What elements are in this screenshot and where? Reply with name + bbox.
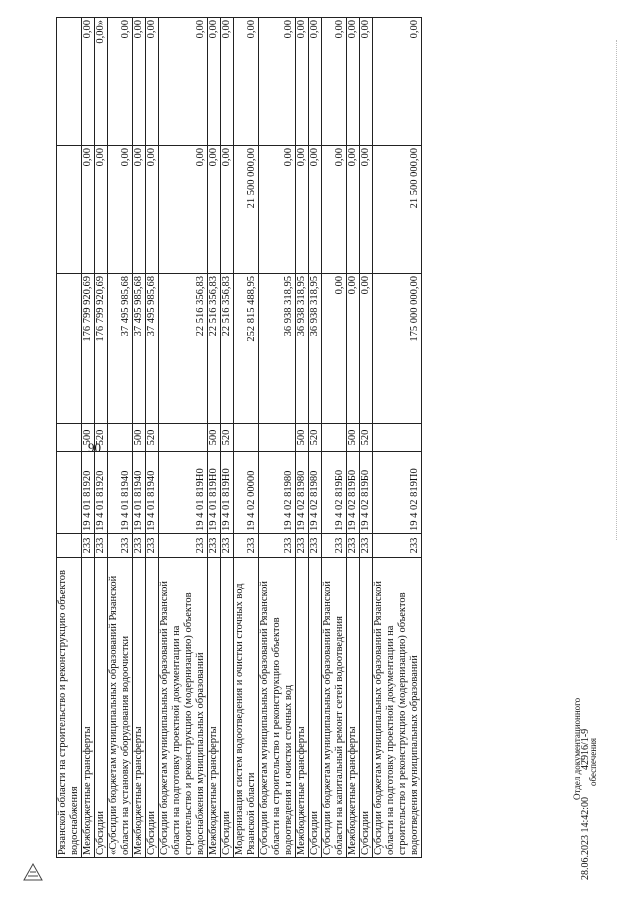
cell-code [57,452,82,534]
cell-code: 19 4 02 81980 [309,452,322,534]
cell-name: Субсидии [95,558,108,858]
cell-sum-3: 0,00 [82,18,95,146]
cell-sum-3: 0,00 [133,18,146,146]
table-row [221,18,234,858]
cell-sum-2: 0,00 [360,146,373,274]
table-row [309,18,322,858]
cell-admin: 233 [82,534,95,558]
table-body [57,18,422,858]
budget-table-rotated [56,18,560,858]
cell-sum-3 [57,18,82,146]
cell-vr [373,424,422,452]
cell-sum-1: 37 495 985,68 [133,274,146,424]
cell-admin: 233 [309,534,322,558]
cell-sum-3: 0,00 [146,18,159,146]
cell-admin: 233 [95,534,108,558]
table-row [159,18,208,858]
cell-sum-1: 22 516 356,83 [208,274,221,424]
cell-sum-1: 22 516 356,83 [221,274,234,424]
cell-sum-2: 0,00 [159,146,208,274]
cell-sum-2: 0,00 [309,146,322,274]
margin-marks [616,40,623,540]
cell-admin: 233 [159,534,208,558]
cell-name: Межбюджетные трансферты [347,558,360,858]
cell-sum-1: 176 799 920,69 [95,274,108,424]
cell-vr: 520 [360,424,373,452]
cell-vr [57,424,82,452]
cell-sum-2: 0,00 [208,146,221,274]
cell-sum-3: 0,00 [234,18,259,146]
cell-name: Субсидии бюджетам муниципальных образований Рязанской области на капитальный ремонт сетей водоотведения [322,558,347,858]
cell-code: 19 4 02 00000 [234,452,259,534]
cell-code: 19 4 02 819Б0 [347,452,360,534]
cell-name: Рязанской области на строительство и реконструкцию объектов водоснабжения [57,558,82,858]
cell-sum-3: 0,00 [221,18,234,146]
cell-name: Субсидии бюджетам муниципальных образований Рязанской области на подготовку проектной документации на строительство и реконструкцию (модернизацию) объектов водоснабжения муниципальных образований [159,558,208,858]
cell-admin: 233 [296,534,309,558]
cell-code: 19 4 02 819П0 [373,452,422,534]
cell-sum-2 [57,146,82,274]
cell-name: Межбюджетные трансферты [133,558,146,858]
table-row [373,18,422,858]
table-row [322,18,347,858]
cell-name: Межбюджетные трансферты [208,558,221,858]
cell-name: Субсидии бюджетам муниципальных образований Рязанской области на подготовку проектной документации на строительство и реконструкцию (модернизацию) объектов водоотведения муниципальных образований [373,558,422,858]
cell-code: 19 4 01 819Н0 [221,452,234,534]
cell-code: 19 4 01 81920 [82,452,95,534]
cell-sum-3: 0,00 [347,18,360,146]
footer-datetime-text: 28.06.2023 14:42:00 [580,796,591,880]
table-row [95,18,108,858]
cell-sum-2: 21 500 000,00 [373,146,422,274]
cell-admin: 233 [146,534,159,558]
cell-vr [234,424,259,452]
table-row [234,18,259,858]
cell-sum-3: 0,00 [360,18,373,146]
cell-name: Субсидии [309,558,322,858]
cell-name: Межбюджетные трансферты [82,558,95,858]
table-row [360,18,373,858]
cell-vr: 520 [309,424,322,452]
table-row [108,18,133,858]
table-row [82,18,95,858]
cell-name: Субсидии бюджетам муниципальных образований Рязанской области на строительство и реконструкцию объектов водоотведения и очистки сточных вод [259,558,296,858]
cell-sum-3: 0,00 [259,18,296,146]
cell-code: 19 4 02 819Б0 [360,452,373,534]
cell-sum-2: 0,00 [347,146,360,274]
cell-sum-1: 252 815 488,95 [234,274,259,424]
cell-admin: 233 [133,534,146,558]
table-row [296,18,309,858]
cell-vr: 520 [221,424,234,452]
cell-sum-2: 0,00 [221,146,234,274]
cell-vr [159,424,208,452]
cell-sum-1: 176 799 920,69 [82,274,95,424]
footer-text [580,480,591,880]
cell-code: 19 4 01 81940 [133,452,146,534]
cell-vr: 500 [82,424,95,452]
cell-vr: 500 [133,424,146,452]
cell-vr: 500 [296,424,309,452]
cell-sum-3: 0,00» [95,18,108,146]
cell-admin: 233 [360,534,373,558]
cell-sum-2: 0,00 [82,146,95,274]
cell-admin: 233 [208,534,221,558]
cell-sum-3: 0,00 [208,18,221,146]
cell-admin: 233 [108,534,133,558]
cell-name: Субсидии [221,558,234,858]
cell-sum-3: 0,00 [296,18,309,146]
cell-code: 19 4 02 81980 [259,452,296,534]
cell-code: 19 4 01 81920 [95,452,108,534]
cell-sum-2: 0,00 [259,146,296,274]
cell-sum-1: 0,00 [322,274,347,424]
cell-sum-2: 0,00 [133,146,146,274]
cell-sum-2: 21 500 000,00 [234,146,259,274]
cell-sum-2: 0,00 [108,146,133,274]
cell-sum-3: 0,00 [373,18,422,146]
cell-sum-2: 0,00 [322,146,347,274]
cell-admin: 233 [221,534,234,558]
cell-sum-2: 0,00 [95,146,108,274]
cell-admin: 233 [347,534,360,558]
cell-name: Межбюджетные трансферты [296,558,309,858]
cell-sum-1: 0,00 [347,274,360,424]
cell-code: 19 4 01 81940 [108,452,133,534]
cell-code: 19 4 02 81980 [296,452,309,534]
table-row [259,18,296,858]
table-row [57,18,82,858]
cell-sum-3: 0,00 [309,18,322,146]
table-row [208,18,221,858]
cell-code: 19 4 01 81940 [146,452,159,534]
cell-name: «Субсидии бюджетам муниципальных образований Рязанской области на установку оборудования водоочистки [108,558,133,858]
table-row [146,18,159,858]
cell-sum-3: 0,00 [159,18,208,146]
table-row [347,18,360,858]
cell-sum-1: 36 938 318,95 [259,274,296,424]
cell-sum-1: 37 495 985,68 [146,274,159,424]
cell-vr [259,424,296,452]
cell-admin: 233 [234,534,259,558]
cell-name: Субсидии [360,558,373,858]
department-stamp [568,600,628,800]
cell-vr: 520 [95,424,108,452]
cell-vr: 500 [347,424,360,452]
cell-name: Модернизация систем водоотведения и очистки сточных вод Рязанской области [234,558,259,858]
cell-sum-3: 0,00 [108,18,133,146]
footer [20,0,60,904]
cell-sum-1: 36 938 318,95 [309,274,322,424]
stamp-line-2: обеспечения [588,737,598,786]
cell-sum-2: 0,00 [296,146,309,274]
cell-sum-1: 22 516 356,83 [159,274,208,424]
budget-table [56,17,422,858]
cell-vr [108,424,133,452]
cell-vr [322,424,347,452]
cell-sum-1: 37 495 985,68 [108,274,133,424]
cell-sum-3: 0,00 [322,18,347,146]
cell-vr: 520 [146,424,159,452]
cell-code: 19 4 01 819Н0 [208,452,221,534]
cell-sum-2: 0,00 [146,146,159,274]
cell-sum-1: 0,00 [360,274,373,424]
footer-doc-id: 42916/1-9 [580,728,591,770]
page-number: 90 [88,440,101,455]
cell-name: Субсидии [146,558,159,858]
cell-code: 19 4 02 819Б0 [322,452,347,534]
cell-admin: 233 [373,534,422,558]
cell-vr: 500 [208,424,221,452]
cell-admin: 233 [259,534,296,558]
cell-admin [57,534,82,558]
cell-sum-1: 175 000 000,00 [373,274,422,424]
cell-sum-1 [57,274,82,424]
stamp-line-1: Отдел документационного [572,697,582,800]
table-row [133,18,146,858]
cell-sum-1: 36 938 318,95 [296,274,309,424]
cell-admin: 233 [322,534,347,558]
cell-code: 19 4 01 819Н0 [159,452,208,534]
